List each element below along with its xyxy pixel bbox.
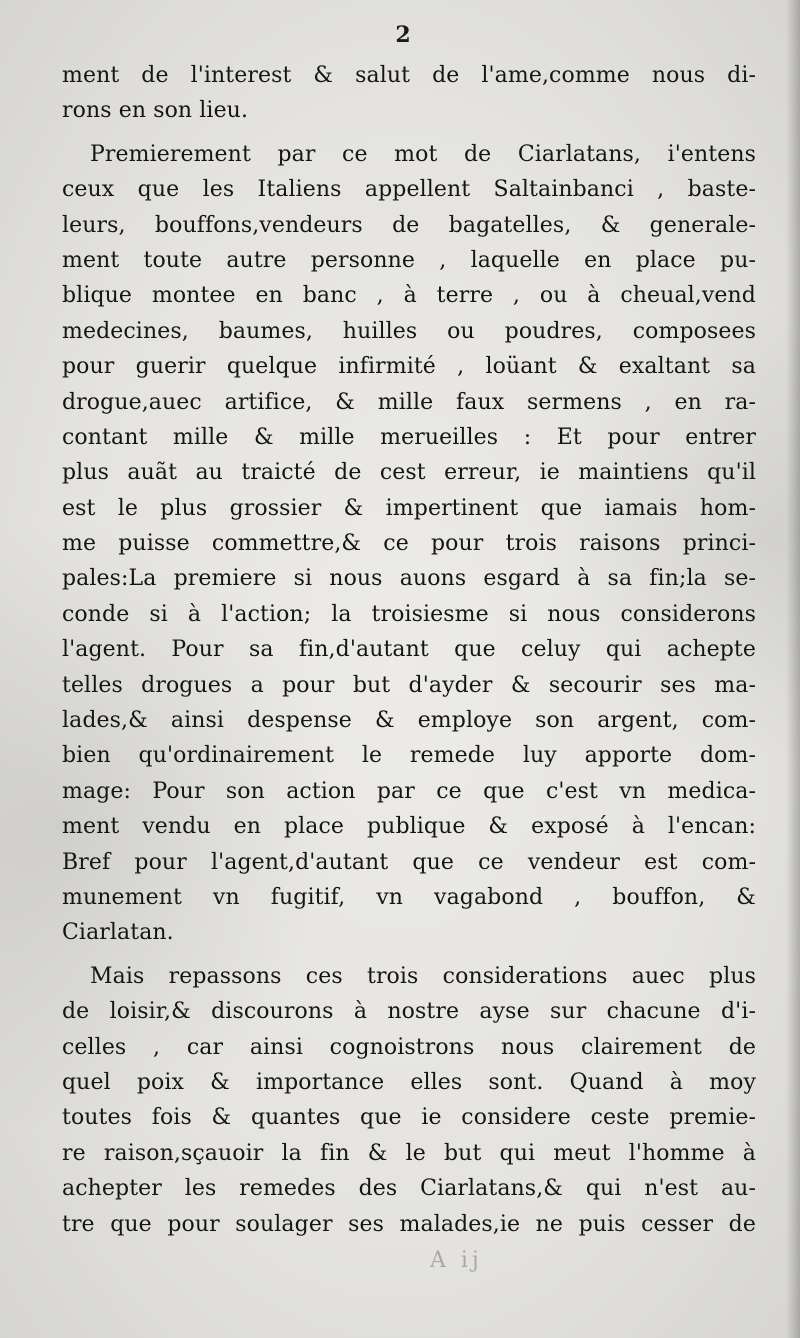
text-line: est le plus grossier & impertinent que iamais hom- [62,495,756,521]
text-line: ment vendu en place publique & exposé à l'encan: [62,814,756,840]
text-line: plus auãt au traicté de cest erreur, ie maintiens qu'il [62,460,756,486]
text-line: Ciarlatan. [62,920,174,946]
text-line: leurs, bouffons,vendeurs de bagatelles, & generale- [62,212,756,238]
paragraph-gap [62,129,756,137]
body-text [62,58,756,1242]
text-line: ceux que les Italiens appellent Saltainbanci , baste- [62,177,756,203]
text-line: pales:La premiere si nous auons esgard à sa fin;la se- [62,566,756,592]
text-line: ment toute autre personne , laquelle en place pu- [62,247,756,273]
text-line: toutes fois & quantes que ie considere ceste premie- [62,1105,756,1131]
text-line: tre que pour soulager ses malades,ie ne puis cesser de [62,1211,756,1237]
text-line: munement vn fugitif, vn vagabond , bouffon, & [62,884,756,910]
text-line: contant mille & mille merueilles : Et pour entrer [62,424,756,450]
text-line: Mais repassons ces trois considerations auec plus [90,963,756,989]
page-number: 2 [395,22,411,48]
text-line: de loisir,& discourons à nostre ayse sur chacune d'i- [62,999,756,1025]
text-line: lades,& ainsi despense & employe son argent, com- [62,708,756,734]
text-line: pour guerir quelque infirmité , loüant & exaltant sa [62,354,756,380]
text-line: re raison,sçauoir la fin & le but qui meut l'homme à [62,1140,756,1166]
text-line: blique montee en banc , à terre , ou à cheual,vend [62,283,756,309]
text-line: mage: Pour son action par ce que c'est vn medica- [62,778,756,804]
text-line: rons en son lieu. [62,98,249,124]
text-line: Premierement par ce mot de Ciarlatans, i'entens [90,141,756,167]
text-line: Bref pour l'agent,d'autant que ce vendeur est com- [62,849,756,875]
text-line: telles drogues a pour but d'ayder & secourir ses ma- [62,672,756,698]
text-line: quel poix & importance elles sont. Quand à moy [62,1069,756,1095]
signature-mark: A ij [430,1248,483,1273]
paragraph-gap [62,951,756,959]
text-line: ment de l'interest & salut de l'ame,comme nous di- [62,63,756,88]
text-line: conde si à l'action; la troisiesme si nous considerons [62,601,756,627]
page-edge-shadow [786,0,800,1338]
text-line: bien qu'ordinairement le remede luy apporte dom- [62,743,756,769]
text-line: l'agent. Pour sa fin,d'autant que celuy qui achepte [62,637,756,663]
text-line: me puisse commettre,& ce pour trois raisons princi- [62,531,756,557]
text-line: achepter les remedes des Ciarlatans,& qui n'est au- [62,1176,756,1202]
text-line: celles , car ainsi cognoistrons nous clairement de [62,1034,756,1060]
text-line: drogue,auec artifice, & mille faux sermens , en ra- [62,389,756,415]
text-line: medecines, baumes, huilles ou poudres, composees [62,318,756,344]
